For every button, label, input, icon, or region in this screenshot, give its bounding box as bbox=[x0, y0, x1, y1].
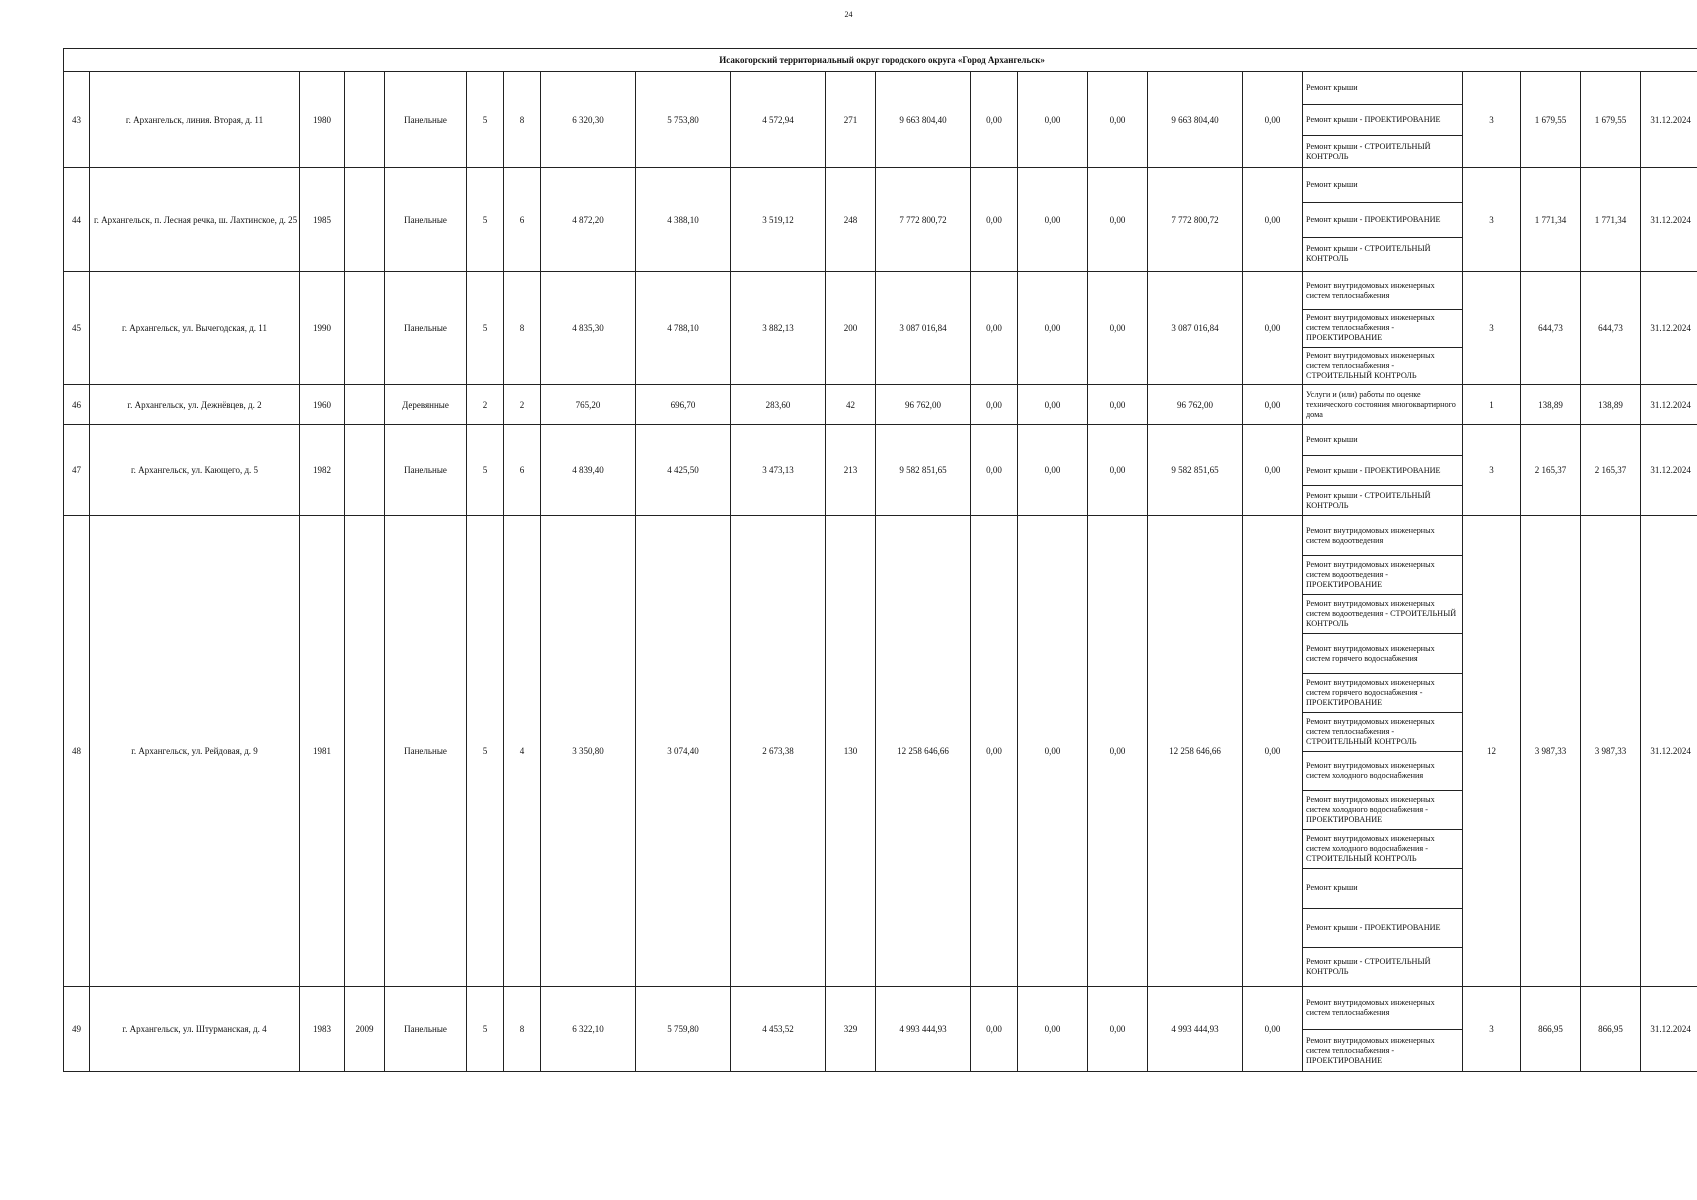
residential-area: 4 572,94 bbox=[731, 72, 826, 168]
work-item: Ремонт крыши - СТРОИТЕЛЬНЫЙ КОНТРОЛЬ bbox=[1303, 485, 1462, 515]
wall-material: Панельные bbox=[385, 168, 467, 272]
table-row bbox=[64, 385, 1697, 425]
works-list bbox=[1303, 72, 1462, 167]
works-list-cell bbox=[1303, 516, 1463, 987]
works-count: 3 bbox=[1463, 168, 1521, 272]
work-item: Ремонт крыши bbox=[1306, 82, 1358, 92]
other-funds: 0,00 bbox=[1243, 516, 1303, 987]
total-cost: 3 087 016,84 bbox=[876, 272, 971, 385]
residential-area: 4 453,52 bbox=[731, 987, 826, 1072]
federal-funds: 0,00 bbox=[971, 72, 1018, 168]
max-unit-cost: 1 679,55 bbox=[1581, 72, 1641, 168]
works-list-cell bbox=[1303, 425, 1463, 516]
owners-funds: 96 762,00 bbox=[1148, 385, 1243, 425]
entrances-count: 8 bbox=[504, 72, 541, 168]
work-item: Ремонт крыши - ПРОЕКТИРОВАНИЕ bbox=[1303, 908, 1462, 947]
completion-date: 31.12.2024 bbox=[1641, 425, 1697, 516]
total-cost: 12 258 646,66 bbox=[876, 516, 971, 987]
works-list bbox=[1303, 516, 1462, 986]
total-area: 3 350,80 bbox=[541, 516, 636, 987]
unit-cost: 138,89 bbox=[1521, 385, 1581, 425]
address-cell: г. Архангельск, ул. Кающего, д. 5 bbox=[90, 425, 300, 516]
municipal-funds: 0,00 bbox=[1088, 272, 1148, 385]
works-list-cell bbox=[1303, 72, 1463, 168]
other-funds: 0,00 bbox=[1243, 272, 1303, 385]
address-cell: г. Архангельск, ул. Штурманская, д. 4 bbox=[90, 987, 300, 1072]
regional-funds: 0,00 bbox=[1018, 987, 1088, 1072]
residents-count: 42 bbox=[826, 385, 876, 425]
repair-year bbox=[345, 168, 385, 272]
owners-funds: 3 087 016,84 bbox=[1148, 272, 1243, 385]
completion-date: 31.12.2024 bbox=[1641, 385, 1697, 425]
table-row bbox=[64, 516, 1697, 987]
residents-count: 213 bbox=[826, 425, 876, 516]
works-count: 3 bbox=[1463, 272, 1521, 385]
owners-funds: 4 993 444,93 bbox=[1148, 987, 1243, 1072]
work-item: Ремонт крыши - СТРОИТЕЛЬНЫЙ КОНТРОЛЬ bbox=[1303, 947, 1462, 986]
row-number: 48 bbox=[64, 516, 90, 987]
total-cost: 4 993 444,93 bbox=[876, 987, 971, 1072]
wall-material: Деревянные bbox=[385, 385, 467, 425]
living-area: 4 388,10 bbox=[636, 168, 731, 272]
district-title: Исакогорский территориальный округ городского округа «Город Архангельск» bbox=[64, 49, 1697, 72]
work-item: Ремонт внутридомовых инженерных систем горячего водоснабжения bbox=[1303, 633, 1462, 672]
work-item: Ремонт крыши - ПРОЕКТИРОВАНИЕ bbox=[1303, 104, 1462, 136]
wall-material: Панельные bbox=[385, 72, 467, 168]
other-funds: 0,00 bbox=[1243, 72, 1303, 168]
row-number: 44 bbox=[64, 168, 90, 272]
page-number: 24 bbox=[844, 10, 853, 19]
works-list bbox=[1303, 272, 1462, 384]
max-unit-cost: 1 771,34 bbox=[1581, 168, 1641, 272]
wall-material: Панельные bbox=[385, 272, 467, 385]
works-count: 3 bbox=[1463, 72, 1521, 168]
residents-count: 248 bbox=[826, 168, 876, 272]
completion-date: 31.12.2024 bbox=[1641, 516, 1697, 987]
unit-cost: 2 165,37 bbox=[1521, 425, 1581, 516]
build-year: 1980 bbox=[300, 72, 345, 168]
max-unit-cost: 138,89 bbox=[1581, 385, 1641, 425]
regional-funds: 0,00 bbox=[1018, 72, 1088, 168]
work-item: Услуги и (или) работы по оценке технического состояния многоквартирного дома bbox=[1306, 389, 1456, 419]
unit-cost: 1 679,55 bbox=[1521, 72, 1581, 168]
works-count: 3 bbox=[1463, 425, 1521, 516]
works-list-cell bbox=[1303, 168, 1463, 272]
federal-funds: 0,00 bbox=[971, 425, 1018, 516]
work-item: Ремонт внутридомовых инженерных систем горячего водоснабжения - ПРОЕКТИРОВАНИЕ bbox=[1303, 673, 1462, 712]
municipal-funds: 0,00 bbox=[1088, 168, 1148, 272]
total-area: 4 835,30 bbox=[541, 272, 636, 385]
table-row bbox=[64, 425, 1697, 516]
works-list bbox=[1303, 987, 1462, 1071]
regional-funds: 0,00 bbox=[1018, 168, 1088, 272]
works-count: 3 bbox=[1463, 987, 1521, 1072]
work-item: Ремонт крыши - ПРОЕКТИРОВАНИЕ bbox=[1303, 455, 1462, 485]
work-item: Ремонт внутридомовых инженерных систем холодного водоснабжения - СТРОИТЕЛЬНЫЙ КОНТРОЛЬ bbox=[1303, 829, 1462, 868]
works-list bbox=[1303, 425, 1462, 515]
max-unit-cost: 866,95 bbox=[1581, 987, 1641, 1072]
other-funds: 0,00 bbox=[1243, 425, 1303, 516]
other-funds: 0,00 bbox=[1243, 987, 1303, 1072]
works-list-cell bbox=[1303, 385, 1463, 425]
entrances-count: 6 bbox=[504, 425, 541, 516]
address-cell: г. Архангельск, линия. Вторая, д. 11 bbox=[90, 72, 300, 168]
floors-count: 2 bbox=[467, 385, 504, 425]
repair-year bbox=[345, 385, 385, 425]
row-number: 47 bbox=[64, 425, 90, 516]
regional-funds: 0,00 bbox=[1018, 425, 1088, 516]
work-item: Ремонт внутридомовых инженерных систем водоотведения - ПРОЕКТИРОВАНИЕ bbox=[1303, 555, 1462, 594]
table-row bbox=[64, 272, 1697, 385]
living-area: 5 759,80 bbox=[636, 987, 731, 1072]
build-year: 1990 bbox=[300, 272, 345, 385]
works-list-cell bbox=[1303, 272, 1463, 385]
residential-area: 2 673,38 bbox=[731, 516, 826, 987]
works-count: 1 bbox=[1463, 385, 1521, 425]
municipal-funds: 0,00 bbox=[1088, 385, 1148, 425]
build-year: 1983 bbox=[300, 987, 345, 1072]
work-item: Ремонт внутридомовых инженерных систем теплоснабжения bbox=[1306, 280, 1435, 300]
work-item: Ремонт внутридомовых инженерных систем водоотведения bbox=[1306, 525, 1435, 545]
row-number: 49 bbox=[64, 987, 90, 1072]
work-item: Ремонт крыши - ПРОЕКТИРОВАНИЕ bbox=[1303, 202, 1462, 236]
work-item: Ремонт внутридомовых инженерных систем теплоснабжения - ПРОЕКТИРОВАНИЕ bbox=[1303, 309, 1462, 346]
works-count: 12 bbox=[1463, 516, 1521, 987]
total-cost: 9 663 804,40 bbox=[876, 72, 971, 168]
work-item: Ремонт внутридомовых инженерных систем теплоснабжения bbox=[1306, 998, 1435, 1017]
regional-funds: 0,00 bbox=[1018, 272, 1088, 385]
completion-date: 31.12.2024 bbox=[1641, 168, 1697, 272]
total-cost: 9 582 851,65 bbox=[876, 425, 971, 516]
address-cell: г. Архангельск, ул. Вычегодская, д. 11 bbox=[90, 272, 300, 385]
work-item: Ремонт внутридомовых инженерных систем теплоснабжения - СТРОИТЕЛЬНЫЙ КОНТРОЛЬ bbox=[1303, 347, 1462, 384]
residents-count: 271 bbox=[826, 72, 876, 168]
wall-material: Панельные bbox=[385, 516, 467, 987]
row-number: 43 bbox=[64, 72, 90, 168]
federal-funds: 0,00 bbox=[971, 987, 1018, 1072]
entrances-count: 4 bbox=[504, 516, 541, 987]
wall-material: Панельные bbox=[385, 987, 467, 1072]
other-funds: 0,00 bbox=[1243, 385, 1303, 425]
owners-funds: 12 258 646,66 bbox=[1148, 516, 1243, 987]
floors-count: 5 bbox=[467, 425, 504, 516]
total-area: 765,20 bbox=[541, 385, 636, 425]
work-item: Ремонт крыши bbox=[1306, 435, 1358, 444]
federal-funds: 0,00 bbox=[971, 516, 1018, 987]
repair-year bbox=[345, 425, 385, 516]
residents-count: 130 bbox=[826, 516, 876, 987]
entrances-count: 8 bbox=[504, 272, 541, 385]
work-item: Ремонт внутридомовых инженерных систем теплоснабжения - ПРОЕКТИРОВАНИЕ bbox=[1303, 1029, 1462, 1071]
residents-count: 329 bbox=[826, 987, 876, 1072]
repair-year bbox=[345, 516, 385, 987]
work-item: Ремонт крыши - СТРОИТЕЛЬНЫЙ КОНТРОЛЬ bbox=[1303, 135, 1462, 167]
federal-funds: 0,00 bbox=[971, 385, 1018, 425]
work-item: Ремонт крыши - СТРОИТЕЛЬНЫЙ КОНТРОЛЬ bbox=[1303, 237, 1462, 271]
living-area: 4 788,10 bbox=[636, 272, 731, 385]
floors-count: 5 bbox=[467, 72, 504, 168]
owners-funds: 7 772 800,72 bbox=[1148, 168, 1243, 272]
entrances-count: 8 bbox=[504, 987, 541, 1072]
work-item: Ремонт внутридомовых инженерных систем холодного водоснабжения bbox=[1303, 751, 1462, 790]
living-area: 4 425,50 bbox=[636, 425, 731, 516]
owners-funds: 9 663 804,40 bbox=[1148, 72, 1243, 168]
floors-count: 5 bbox=[467, 516, 504, 987]
max-unit-cost: 3 987,33 bbox=[1581, 516, 1641, 987]
repair-year bbox=[345, 272, 385, 385]
completion-date: 31.12.2024 bbox=[1641, 72, 1697, 168]
max-unit-cost: 644,73 bbox=[1581, 272, 1641, 385]
table-row bbox=[64, 72, 1697, 168]
works-list bbox=[1303, 168, 1462, 271]
wall-material: Панельные bbox=[385, 425, 467, 516]
build-year: 1960 bbox=[300, 385, 345, 425]
build-year: 1982 bbox=[300, 425, 345, 516]
total-cost: 7 772 800,72 bbox=[876, 168, 971, 272]
total-area: 6 320,30 bbox=[541, 72, 636, 168]
residents-count: 200 bbox=[826, 272, 876, 385]
work-item: Ремонт крыши bbox=[1303, 868, 1462, 907]
floors-count: 5 bbox=[467, 168, 504, 272]
owners-funds: 9 582 851,65 bbox=[1148, 425, 1243, 516]
unit-cost: 3 987,33 bbox=[1521, 516, 1581, 987]
work-item: Ремонт внутридомовых инженерных систем холодного водоснабжения - ПРОЕКТИРОВАНИЕ bbox=[1303, 790, 1462, 829]
other-funds: 0,00 bbox=[1243, 168, 1303, 272]
regional-funds: 0,00 bbox=[1018, 385, 1088, 425]
municipal-funds: 0,00 bbox=[1088, 516, 1148, 987]
residential-area: 3 473,13 bbox=[731, 425, 826, 516]
work-item: Ремонт внутридомовых инженерных систем теплоснабжения - СТРОИТЕЛЬНЫЙ КОНТРОЛЬ bbox=[1303, 712, 1462, 751]
residential-area: 3 519,12 bbox=[731, 168, 826, 272]
address-cell: г. Архангельск, п. Лесная речка, ш. Лахтинское, д. 25 bbox=[90, 168, 300, 272]
address-cell: г. Архангельск, ул. Дежнёвцев, д. 2 bbox=[90, 385, 300, 425]
residential-area: 283,60 bbox=[731, 385, 826, 425]
municipal-funds: 0,00 bbox=[1088, 72, 1148, 168]
residential-area: 3 882,13 bbox=[731, 272, 826, 385]
row-number: 45 bbox=[64, 272, 90, 385]
floors-count: 5 bbox=[467, 987, 504, 1072]
repair-year: 2009 bbox=[345, 987, 385, 1072]
federal-funds: 0,00 bbox=[971, 272, 1018, 385]
total-area: 6 322,10 bbox=[541, 987, 636, 1072]
total-area: 4 872,20 bbox=[541, 168, 636, 272]
table-row bbox=[64, 987, 1697, 1072]
work-item: Ремонт внутридомовых инженерных систем водоотведения - СТРОИТЕЛЬНЫЙ КОНТРОЛЬ bbox=[1303, 594, 1462, 633]
unit-cost: 866,95 bbox=[1521, 987, 1581, 1072]
total-cost: 96 762,00 bbox=[876, 385, 971, 425]
total-area: 4 839,40 bbox=[541, 425, 636, 516]
repair-program-table bbox=[63, 48, 1697, 1072]
row-number: 46 bbox=[64, 385, 90, 425]
living-area: 5 753,80 bbox=[636, 72, 731, 168]
living-area: 696,70 bbox=[636, 385, 731, 425]
table-row bbox=[64, 168, 1697, 272]
works-list bbox=[1303, 385, 1462, 424]
floors-count: 5 bbox=[467, 272, 504, 385]
work-item: Ремонт крыши bbox=[1306, 180, 1358, 190]
regional-funds: 0,00 bbox=[1018, 516, 1088, 987]
works-list-cell bbox=[1303, 987, 1463, 1072]
address-cell: г. Архангельск, ул. Рейдовая, д. 9 bbox=[90, 516, 300, 987]
federal-funds: 0,00 bbox=[971, 168, 1018, 272]
entrances-count: 6 bbox=[504, 168, 541, 272]
living-area: 3 074,40 bbox=[636, 516, 731, 987]
build-year: 1981 bbox=[300, 516, 345, 987]
unit-cost: 644,73 bbox=[1521, 272, 1581, 385]
completion-date: 31.12.2024 bbox=[1641, 272, 1697, 385]
district-header-row bbox=[64, 49, 1697, 72]
unit-cost: 1 771,34 bbox=[1521, 168, 1581, 272]
repair-year bbox=[345, 72, 385, 168]
entrances-count: 2 bbox=[504, 385, 541, 425]
municipal-funds: 0,00 bbox=[1088, 987, 1148, 1072]
completion-date: 31.12.2024 bbox=[1641, 987, 1697, 1072]
max-unit-cost: 2 165,37 bbox=[1581, 425, 1641, 516]
municipal-funds: 0,00 bbox=[1088, 425, 1148, 516]
build-year: 1985 bbox=[300, 168, 345, 272]
